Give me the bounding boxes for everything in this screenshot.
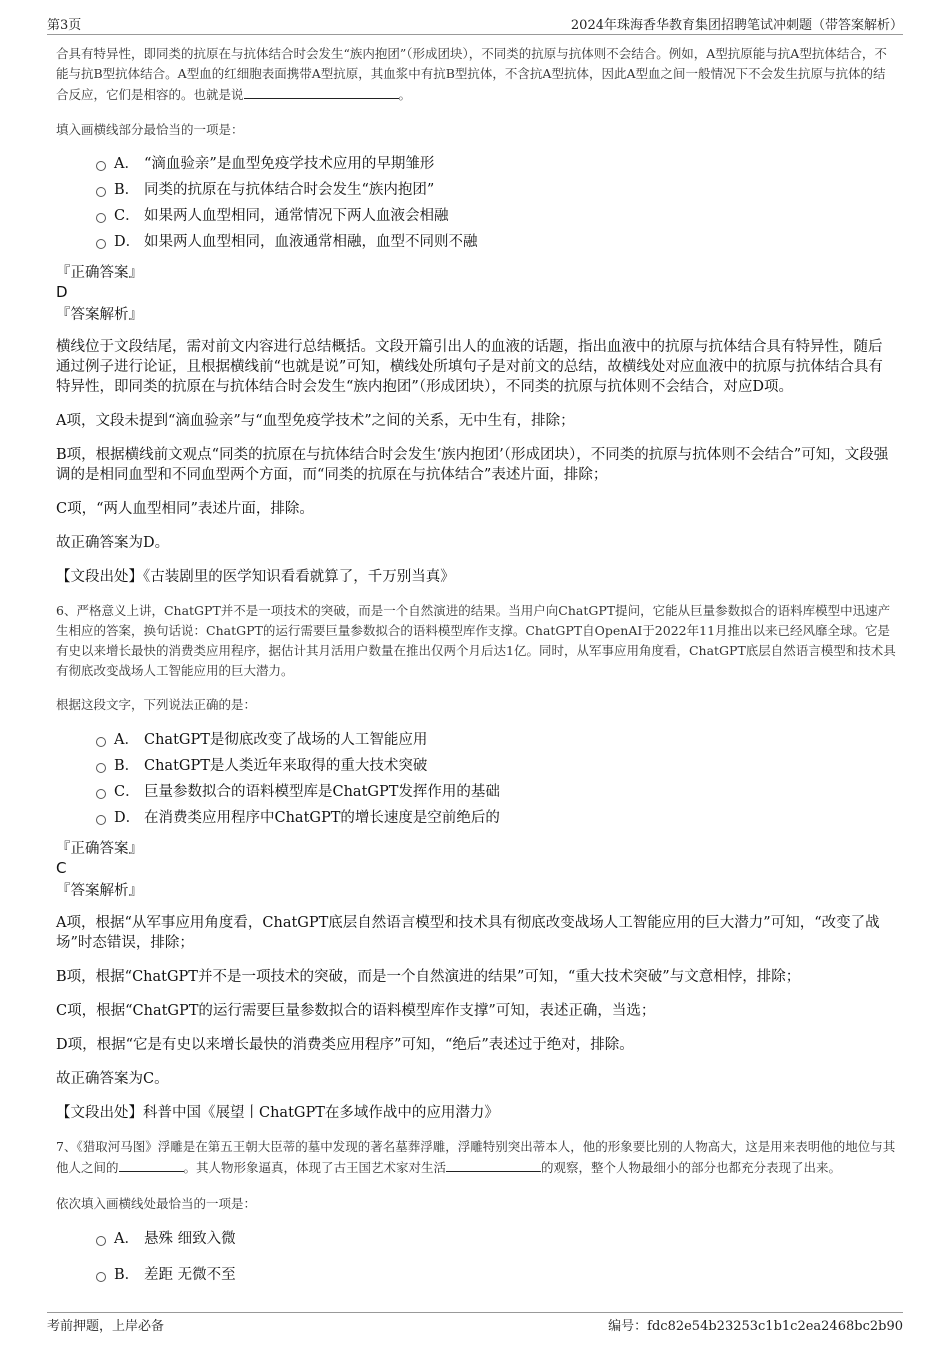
radio-button[interactable] [96,1272,106,1282]
q7-prompt: 依次填入画横线处最恰当的一项是： [56,1196,257,1211]
q5-option-c[interactable]: C． 如果两人血型相同，通常情况下两人血液会相融 [56,203,896,229]
radio-button[interactable] [96,161,106,171]
q5-answer-label: 『正确答案』 [56,265,143,281]
q6-analysis-d: D项，根据“它是有史以来增长最快的消费类应用程序”可知，“绝后”表述过于绝对，排除。 [56,1037,634,1053]
q7-options [56,1226,896,1288]
page-content [56,44,896,1288]
q6-passage: 6、严格意义上讲，ChatGPT并不是一项技术的突破，而是一个自然演进的结果。当用户向ChatGPT提问，它能从巨量参数拟合的语料库模型中迅速产生相应的答案，换句话说：ChatGPT的运行需要巨量参数拟合的语料模型库作支撑。ChatGPT自OpenAI于2022年11月推出以来已经风靡全球。它是有史以来增长最快的消费类应用程序，据估计其月活用户数量在推出仅两个月后达1亿。同时，从军事应用角度看，ChatGPT底层自然语言模型和技术具有彻底改变战场人工智能应用的巨大潜力。 [56,603,896,678]
radio-button[interactable] [96,789,106,799]
q5-answer: D [56,283,68,301]
q5-option-b[interactable]: B． 同类的抗原在与抗体结合时会发生“族内抱团” [56,177,896,203]
q7-blank-1 [119,1157,184,1172]
q5-option-a[interactable]: A． “滴血验亲”是血型免疫学技术应用的早期雏形 [56,151,896,177]
q6-options [56,727,896,831]
q7-blank-2 [446,1157,541,1172]
q6-option-a[interactable]: A． ChatGPT是彻底改变了战场的人工智能应用 [56,727,896,753]
q5-prompt: 填入画横线部分最恰当的一项是： [56,122,244,137]
radio-button[interactable] [96,737,106,747]
q5-conclusion: 故正确答案为D。 [56,535,170,551]
radio-button[interactable] [96,1236,106,1246]
q5-analysis-main: 横线位于文段结尾，需对前文内容进行总结概括。文段开篇引出人的血液的话题，指出血液中的抗原与抗体结合具有特异性，随后通过例子进行论证，且根据横线前“也就是说”可知，横线处所填句子是对前文的总结，故横线处对应血液中的抗原与抗体结合具有特异性，即同类的抗原在与抗体结合时会发生“族内抱团”（形成团块），不同类的抗原与抗体则不会结合，对应D项。 [56,339,883,395]
q6-analysis-b: B项，根据“ChatGPT并不是一项技术的突破，而是一个自然演进的结果”可知，“重大技术突破”与文意相悖，排除； [56,969,801,985]
q7-passage: 7、《猎取河马图》浮雕是在第五王朝大臣蒂的墓中发现的著名墓葬浮雕，浮雕特别突出蒂本人，他的形象要比别的人物高大，这是用来表明他的地位与其他人之间的 。其人物形象逼真，体现了古王国艺术家对生活 的观察，整个人物最细小的部分也都充分表现了出来。 [56,1139,896,1175]
q5-analysis-label: 『答案解析』 [56,307,143,323]
q6-conclusion: 故正确答案为C。 [56,1071,169,1087]
q6-analysis-a: A项，根据“从军事应用角度看，ChatGPT底层自然语言模型和技术具有彻底改变战场人工智能应用的巨大潜力”可知，“改变了战场”时态错误，排除； [56,915,880,951]
radio-button[interactable] [96,239,106,249]
page-header [47,14,903,35]
q7-option-a[interactable]: A． 悬殊 细致入微 [56,1226,896,1252]
page-footer [47,1312,903,1332]
q6-analysis-label: 『答案解析』 [56,883,143,899]
radio-button[interactable] [96,815,106,825]
q6-option-c[interactable]: C． 巨量参数拟合的语料模型库是ChatGPT发挥作用的基础 [56,779,896,805]
q5-passage-end: 。 [398,87,412,102]
q6-option-b[interactable]: B． ChatGPT是人类近年来取得的重大技术突破 [56,753,896,779]
radio-button[interactable] [96,213,106,223]
radio-button[interactable] [96,187,106,197]
q5-analysis-a: A项，文段未提到“滴血验亲”与“血型免疫学技术”之间的关系，无中生有，排除； [56,413,575,429]
q5-passage-text: 合具有特异性，即同类的抗原在与抗体结合时会发生“族内抱团”（形成团块），不同类的抗原与抗体则不会结合。例如，A型抗原能与抗A型抗体结合，不能与抗B型抗体结合。A型血的红细胞表面携带A型抗原，其血浆中有抗B型抗体，不含抗A型抗体，因此A型血之间一般情况下不会发生抗原与抗体的结合反应，它们是相容的。也就是说 [56,46,887,102]
q5-analysis-c: C项，“两人血型相同”表述片面，排除。 [56,501,314,517]
q6-analysis-c: C项，根据“ChatGPT的运行需要巨量参数拟合的语料模型库作支撑”可知，表述正确，当选； [56,1003,656,1019]
q5-passage [56,44,896,105]
q5-option-d[interactable]: D． 如果两人血型相同，血液通常相融，血型不同则不融 [56,229,896,255]
document-id: 编号：fdc82e54b23253c1b1c2ea2468bc2b90 [608,1319,903,1334]
q5-source: 【文段出处】《古装剧里的医学知识看看就算了，千万别当真》 [56,569,455,585]
radio-button[interactable] [96,763,106,773]
q6-answer: C [56,859,67,877]
footer-slogan: 考前押题，上岸必备 [47,1319,165,1334]
q5-options [56,151,896,255]
q6-source: 【文段出处】科普中国《展望丨ChatGPT在多域作战中的应用潜力》 [56,1105,499,1121]
q6-answer-label: 『正确答案』 [56,841,143,857]
q5-blank [244,84,399,99]
q6-option-d[interactable]: D． 在消费类应用程序中ChatGPT的增长速度是空前绝后的 [56,805,896,831]
page-number: 第3页 [47,18,82,33]
q7-option-b[interactable]: B． 差距 无微不至 [56,1262,896,1288]
document-title: 2024年珠海香华教育集团招聘笔试冲刺题（带答案解析） [570,18,903,33]
q6-prompt: 根据这段文字，下列说法正确的是： [56,697,257,712]
q5-analysis-b: B项，根据横线前文观点“同类的抗原在与抗体结合时会发生‘族内抱团’（形成团块），不同类的抗原与抗体则不会结合”可知，文段强调的是相同血型和不同血型两个方面，而“同类的抗原在与抗体结合”表述片面，排除； [56,447,889,483]
